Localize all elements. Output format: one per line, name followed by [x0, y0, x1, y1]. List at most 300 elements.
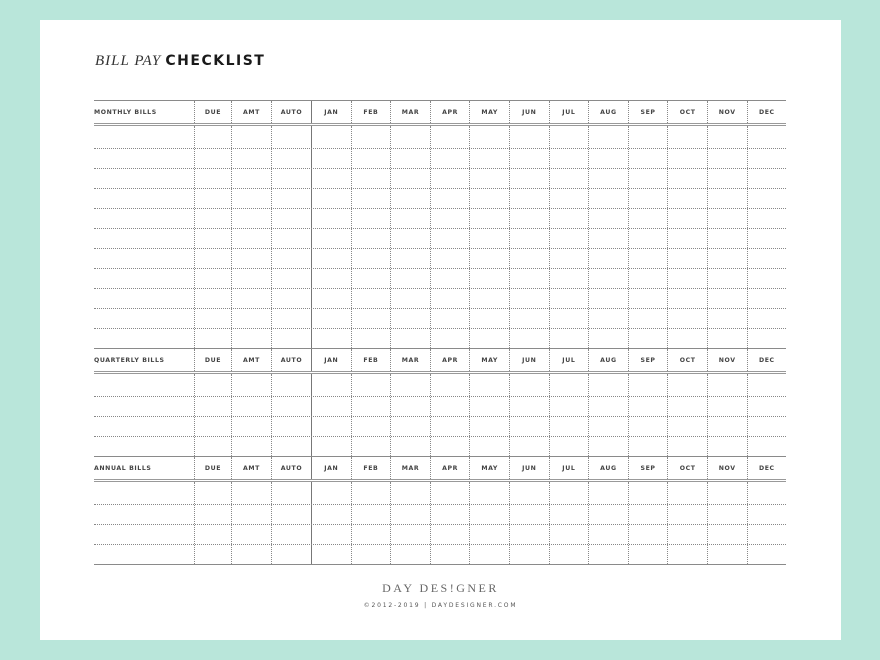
month-check-cell[interactable] — [311, 505, 351, 524]
month-check-cell[interactable] — [390, 169, 430, 188]
month-check-cell[interactable] — [390, 126, 430, 148]
amt-cell[interactable] — [231, 437, 271, 456]
auto-cell[interactable] — [271, 269, 311, 288]
month-check-cell[interactable] — [509, 189, 549, 208]
bill-name-cell[interactable] — [94, 229, 194, 248]
month-check-cell[interactable] — [351, 374, 391, 396]
month-check-cell[interactable] — [667, 126, 707, 148]
month-check-cell[interactable] — [469, 209, 509, 228]
month-check-cell[interactable] — [311, 209, 351, 228]
month-check-cell[interactable] — [509, 249, 549, 268]
month-check-cell[interactable] — [667, 289, 707, 308]
month-check-cell[interactable] — [707, 374, 747, 396]
month-check-cell[interactable] — [430, 397, 470, 416]
month-check-cell[interactable] — [549, 126, 589, 148]
month-check-cell[interactable] — [509, 209, 549, 228]
month-check-cell[interactable] — [390, 249, 430, 268]
month-check-cell[interactable] — [509, 437, 549, 456]
month-check-cell[interactable] — [311, 329, 351, 348]
month-check-cell[interactable] — [549, 189, 589, 208]
month-check-cell[interactable] — [509, 482, 549, 504]
amt-cell[interactable] — [231, 309, 271, 328]
month-check-cell[interactable] — [311, 149, 351, 168]
month-check-cell[interactable] — [469, 309, 509, 328]
amt-cell[interactable] — [231, 482, 271, 504]
month-check-cell[interactable] — [311, 525, 351, 544]
month-check-cell[interactable] — [628, 545, 668, 564]
month-check-cell[interactable] — [549, 209, 589, 228]
month-check-cell[interactable] — [351, 149, 391, 168]
due-cell[interactable] — [194, 329, 231, 348]
month-check-cell[interactable] — [430, 126, 470, 148]
month-check-cell[interactable] — [351, 525, 391, 544]
month-check-cell[interactable] — [747, 149, 787, 168]
month-check-cell[interactable] — [667, 374, 707, 396]
month-check-cell[interactable] — [469, 329, 509, 348]
month-check-cell[interactable] — [469, 374, 509, 396]
bill-name-cell[interactable] — [94, 482, 194, 504]
month-check-cell[interactable] — [509, 289, 549, 308]
month-check-cell[interactable] — [430, 545, 470, 564]
month-check-cell[interactable] — [707, 209, 747, 228]
month-check-cell[interactable] — [549, 309, 589, 328]
month-check-cell[interactable] — [667, 417, 707, 436]
month-check-cell[interactable] — [667, 149, 707, 168]
month-check-cell[interactable] — [628, 505, 668, 524]
amt-cell[interactable] — [231, 249, 271, 268]
month-check-cell[interactable] — [588, 482, 628, 504]
auto-cell[interactable] — [271, 397, 311, 416]
month-check-cell[interactable] — [351, 482, 391, 504]
month-check-cell[interactable] — [707, 169, 747, 188]
month-check-cell[interactable] — [469, 417, 509, 436]
month-check-cell[interactable] — [667, 169, 707, 188]
month-check-cell[interactable] — [747, 417, 787, 436]
month-check-cell[interactable] — [311, 169, 351, 188]
month-check-cell[interactable] — [588, 209, 628, 228]
month-check-cell[interactable] — [509, 269, 549, 288]
month-check-cell[interactable] — [469, 269, 509, 288]
month-check-cell[interactable] — [549, 329, 589, 348]
month-check-cell[interactable] — [430, 437, 470, 456]
month-check-cell[interactable] — [667, 229, 707, 248]
month-check-cell[interactable] — [390, 437, 430, 456]
month-check-cell[interactable] — [509, 397, 549, 416]
month-check-cell[interactable] — [747, 525, 787, 544]
month-check-cell[interactable] — [509, 169, 549, 188]
month-check-cell[interactable] — [509, 505, 549, 524]
month-check-cell[interactable] — [311, 545, 351, 564]
month-check-cell[interactable] — [588, 374, 628, 396]
month-check-cell[interactable] — [667, 209, 707, 228]
month-check-cell[interactable] — [707, 437, 747, 456]
bill-name-cell[interactable] — [94, 289, 194, 308]
month-check-cell[interactable] — [469, 189, 509, 208]
auto-cell[interactable] — [271, 249, 311, 268]
month-check-cell[interactable] — [469, 505, 509, 524]
month-check-cell[interactable] — [588, 229, 628, 248]
month-check-cell[interactable] — [588, 269, 628, 288]
auto-cell[interactable] — [271, 289, 311, 308]
month-check-cell[interactable] — [707, 229, 747, 248]
month-check-cell[interactable] — [311, 309, 351, 328]
month-check-cell[interactable] — [747, 269, 787, 288]
month-check-cell[interactable] — [628, 525, 668, 544]
due-cell[interactable] — [194, 397, 231, 416]
month-check-cell[interactable] — [390, 417, 430, 436]
month-check-cell[interactable] — [628, 289, 668, 308]
month-check-cell[interactable] — [390, 289, 430, 308]
month-check-cell[interactable] — [430, 149, 470, 168]
month-check-cell[interactable] — [430, 482, 470, 504]
month-check-cell[interactable] — [430, 525, 470, 544]
due-cell[interactable] — [194, 189, 231, 208]
bill-name-cell[interactable] — [94, 397, 194, 416]
month-check-cell[interactable] — [549, 437, 589, 456]
bill-name-cell[interactable] — [94, 525, 194, 544]
auto-cell[interactable] — [271, 374, 311, 396]
month-check-cell[interactable] — [390, 397, 430, 416]
month-check-cell[interactable] — [628, 417, 668, 436]
due-cell[interactable] — [194, 525, 231, 544]
amt-cell[interactable] — [231, 229, 271, 248]
month-check-cell[interactable] — [747, 189, 787, 208]
month-check-cell[interactable] — [509, 374, 549, 396]
month-check-cell[interactable] — [430, 169, 470, 188]
amt-cell[interactable] — [231, 329, 271, 348]
month-check-cell[interactable] — [667, 329, 707, 348]
month-check-cell[interactable] — [509, 525, 549, 544]
month-check-cell[interactable] — [390, 482, 430, 504]
month-check-cell[interactable] — [311, 249, 351, 268]
month-check-cell[interactable] — [707, 417, 747, 436]
month-check-cell[interactable] — [509, 329, 549, 348]
auto-cell[interactable] — [271, 149, 311, 168]
month-check-cell[interactable] — [747, 229, 787, 248]
month-check-cell[interactable] — [351, 309, 391, 328]
month-check-cell[interactable] — [667, 482, 707, 504]
month-check-cell[interactable] — [549, 505, 589, 524]
month-check-cell[interactable] — [469, 545, 509, 564]
bill-name-cell[interactable] — [94, 309, 194, 328]
bill-name-cell[interactable] — [94, 545, 194, 564]
month-check-cell[interactable] — [351, 126, 391, 148]
month-check-cell[interactable] — [747, 397, 787, 416]
month-check-cell[interactable] — [430, 209, 470, 228]
month-check-cell[interactable] — [469, 437, 509, 456]
month-check-cell[interactable] — [588, 169, 628, 188]
month-check-cell[interactable] — [311, 269, 351, 288]
month-check-cell[interactable] — [747, 545, 787, 564]
month-check-cell[interactable] — [549, 482, 589, 504]
month-check-cell[interactable] — [667, 309, 707, 328]
month-check-cell[interactable] — [667, 249, 707, 268]
month-check-cell[interactable] — [509, 149, 549, 168]
month-check-cell[interactable] — [351, 397, 391, 416]
month-check-cell[interactable] — [588, 309, 628, 328]
amt-cell[interactable] — [231, 149, 271, 168]
month-check-cell[interactable] — [667, 397, 707, 416]
month-check-cell[interactable] — [390, 149, 430, 168]
month-check-cell[interactable] — [430, 329, 470, 348]
month-check-cell[interactable] — [311, 437, 351, 456]
month-check-cell[interactable] — [628, 482, 668, 504]
month-check-cell[interactable] — [549, 545, 589, 564]
month-check-cell[interactable] — [707, 329, 747, 348]
due-cell[interactable] — [194, 309, 231, 328]
month-check-cell[interactable] — [549, 229, 589, 248]
month-check-cell[interactable] — [549, 249, 589, 268]
amt-cell[interactable] — [231, 525, 271, 544]
month-check-cell[interactable] — [747, 209, 787, 228]
month-check-cell[interactable] — [588, 289, 628, 308]
auto-cell[interactable] — [271, 229, 311, 248]
month-check-cell[interactable] — [588, 189, 628, 208]
month-check-cell[interactable] — [351, 249, 391, 268]
month-check-cell[interactable] — [707, 126, 747, 148]
bill-name-cell[interactable] — [94, 149, 194, 168]
month-check-cell[interactable] — [390, 229, 430, 248]
amt-cell[interactable] — [231, 126, 271, 148]
auto-cell[interactable] — [271, 417, 311, 436]
month-check-cell[interactable] — [390, 525, 430, 544]
month-check-cell[interactable] — [628, 329, 668, 348]
auto-cell[interactable] — [271, 545, 311, 564]
month-check-cell[interactable] — [469, 149, 509, 168]
month-check-cell[interactable] — [667, 525, 707, 544]
month-check-cell[interactable] — [509, 417, 549, 436]
month-check-cell[interactable] — [430, 417, 470, 436]
month-check-cell[interactable] — [390, 329, 430, 348]
month-check-cell[interactable] — [707, 505, 747, 524]
due-cell[interactable] — [194, 289, 231, 308]
month-check-cell[interactable] — [628, 249, 668, 268]
auto-cell[interactable] — [271, 505, 311, 524]
auto-cell[interactable] — [271, 482, 311, 504]
month-check-cell[interactable] — [707, 189, 747, 208]
month-check-cell[interactable] — [390, 269, 430, 288]
month-check-cell[interactable] — [351, 437, 391, 456]
month-check-cell[interactable] — [667, 437, 707, 456]
month-check-cell[interactable] — [390, 545, 430, 564]
month-check-cell[interactable] — [509, 229, 549, 248]
bill-name-cell[interactable] — [94, 189, 194, 208]
month-check-cell[interactable] — [667, 269, 707, 288]
month-check-cell[interactable] — [311, 397, 351, 416]
month-check-cell[interactable] — [628, 189, 668, 208]
month-check-cell[interactable] — [430, 309, 470, 328]
due-cell[interactable] — [194, 482, 231, 504]
month-check-cell[interactable] — [707, 289, 747, 308]
month-check-cell[interactable] — [747, 482, 787, 504]
month-check-cell[interactable] — [747, 437, 787, 456]
month-check-cell[interactable] — [311, 229, 351, 248]
bill-name-cell[interactable] — [94, 209, 194, 228]
month-check-cell[interactable] — [549, 525, 589, 544]
month-check-cell[interactable] — [667, 505, 707, 524]
bill-name-cell[interactable] — [94, 169, 194, 188]
month-check-cell[interactable] — [588, 545, 628, 564]
bill-name-cell[interactable] — [94, 269, 194, 288]
auto-cell[interactable] — [271, 189, 311, 208]
month-check-cell[interactable] — [351, 209, 391, 228]
month-check-cell[interactable] — [628, 309, 668, 328]
month-check-cell[interactable] — [747, 249, 787, 268]
month-check-cell[interactable] — [707, 249, 747, 268]
month-check-cell[interactable] — [628, 126, 668, 148]
month-check-cell[interactable] — [430, 189, 470, 208]
due-cell[interactable] — [194, 417, 231, 436]
month-check-cell[interactable] — [390, 309, 430, 328]
month-check-cell[interactable] — [430, 374, 470, 396]
amt-cell[interactable] — [231, 289, 271, 308]
month-check-cell[interactable] — [747, 126, 787, 148]
amt-cell[interactable] — [231, 545, 271, 564]
due-cell[interactable] — [194, 126, 231, 148]
month-check-cell[interactable] — [430, 505, 470, 524]
month-check-cell[interactable] — [469, 169, 509, 188]
month-check-cell[interactable] — [707, 149, 747, 168]
month-check-cell[interactable] — [311, 482, 351, 504]
month-check-cell[interactable] — [390, 374, 430, 396]
month-check-cell[interactable] — [430, 269, 470, 288]
month-check-cell[interactable] — [628, 374, 668, 396]
month-check-cell[interactable] — [707, 397, 747, 416]
month-check-cell[interactable] — [351, 189, 391, 208]
month-check-cell[interactable] — [588, 397, 628, 416]
month-check-cell[interactable] — [469, 482, 509, 504]
bill-name-cell[interactable] — [94, 126, 194, 148]
auto-cell[interactable] — [271, 309, 311, 328]
month-check-cell[interactable] — [707, 269, 747, 288]
month-check-cell[interactable] — [469, 397, 509, 416]
bill-name-cell[interactable] — [94, 329, 194, 348]
month-check-cell[interactable] — [747, 289, 787, 308]
month-check-cell[interactable] — [707, 482, 747, 504]
month-check-cell[interactable] — [628, 229, 668, 248]
month-check-cell[interactable] — [549, 374, 589, 396]
month-check-cell[interactable] — [747, 374, 787, 396]
month-check-cell[interactable] — [390, 209, 430, 228]
month-check-cell[interactable] — [430, 289, 470, 308]
amt-cell[interactable] — [231, 374, 271, 396]
month-check-cell[interactable] — [311, 374, 351, 396]
month-check-cell[interactable] — [311, 289, 351, 308]
month-check-cell[interactable] — [628, 209, 668, 228]
month-check-cell[interactable] — [667, 545, 707, 564]
month-check-cell[interactable] — [430, 249, 470, 268]
auto-cell[interactable] — [271, 525, 311, 544]
due-cell[interactable] — [194, 437, 231, 456]
amt-cell[interactable] — [231, 209, 271, 228]
month-check-cell[interactable] — [549, 169, 589, 188]
month-check-cell[interactable] — [311, 189, 351, 208]
month-check-cell[interactable] — [430, 229, 470, 248]
month-check-cell[interactable] — [351, 289, 391, 308]
amt-cell[interactable] — [231, 269, 271, 288]
month-check-cell[interactable] — [311, 126, 351, 148]
month-check-cell[interactable] — [509, 309, 549, 328]
month-check-cell[interactable] — [351, 545, 391, 564]
due-cell[interactable] — [194, 505, 231, 524]
month-check-cell[interactable] — [628, 437, 668, 456]
month-check-cell[interactable] — [588, 149, 628, 168]
due-cell[interactable] — [194, 249, 231, 268]
month-check-cell[interactable] — [351, 269, 391, 288]
month-check-cell[interactable] — [469, 249, 509, 268]
due-cell[interactable] — [194, 169, 231, 188]
month-check-cell[interactable] — [667, 189, 707, 208]
bill-name-cell[interactable] — [94, 374, 194, 396]
month-check-cell[interactable] — [707, 309, 747, 328]
month-check-cell[interactable] — [469, 126, 509, 148]
month-check-cell[interactable] — [588, 417, 628, 436]
month-check-cell[interactable] — [549, 149, 589, 168]
auto-cell[interactable] — [271, 329, 311, 348]
due-cell[interactable] — [194, 149, 231, 168]
month-check-cell[interactable] — [628, 169, 668, 188]
month-check-cell[interactable] — [469, 289, 509, 308]
bill-name-cell[interactable] — [94, 437, 194, 456]
auto-cell[interactable] — [271, 126, 311, 148]
month-check-cell[interactable] — [707, 525, 747, 544]
month-check-cell[interactable] — [747, 329, 787, 348]
month-check-cell[interactable] — [351, 505, 391, 524]
auto-cell[interactable] — [271, 437, 311, 456]
month-check-cell[interactable] — [588, 249, 628, 268]
month-check-cell[interactable] — [509, 545, 549, 564]
month-check-cell[interactable] — [351, 229, 391, 248]
month-check-cell[interactable] — [747, 309, 787, 328]
month-check-cell[interactable] — [549, 417, 589, 436]
due-cell[interactable] — [194, 229, 231, 248]
month-check-cell[interactable] — [628, 397, 668, 416]
month-check-cell[interactable] — [351, 169, 391, 188]
amt-cell[interactable] — [231, 417, 271, 436]
auto-cell[interactable] — [271, 209, 311, 228]
month-check-cell[interactable] — [588, 329, 628, 348]
due-cell[interactable] — [194, 269, 231, 288]
month-check-cell[interactable] — [588, 505, 628, 524]
bill-name-cell[interactable] — [94, 249, 194, 268]
month-check-cell[interactable] — [747, 505, 787, 524]
amt-cell[interactable] — [231, 169, 271, 188]
bill-name-cell[interactable] — [94, 505, 194, 524]
auto-cell[interactable] — [271, 169, 311, 188]
month-check-cell[interactable] — [390, 505, 430, 524]
due-cell[interactable] — [194, 374, 231, 396]
month-check-cell[interactable] — [469, 525, 509, 544]
month-check-cell[interactable] — [628, 269, 668, 288]
month-check-cell[interactable] — [588, 126, 628, 148]
amt-cell[interactable] — [231, 505, 271, 524]
month-check-cell[interactable] — [390, 189, 430, 208]
month-check-cell[interactable] — [311, 417, 351, 436]
month-check-cell[interactable] — [747, 169, 787, 188]
month-check-cell[interactable] — [588, 525, 628, 544]
month-check-cell[interactable] — [588, 437, 628, 456]
month-check-cell[interactable] — [549, 289, 589, 308]
month-check-cell[interactable] — [549, 397, 589, 416]
month-check-cell[interactable] — [351, 329, 391, 348]
amt-cell[interactable] — [231, 397, 271, 416]
due-cell[interactable] — [194, 209, 231, 228]
amt-cell[interactable] — [231, 189, 271, 208]
month-check-cell[interactable] — [509, 126, 549, 148]
month-check-cell[interactable] — [628, 149, 668, 168]
month-check-cell[interactable] — [351, 417, 391, 436]
month-check-cell[interactable] — [707, 545, 747, 564]
